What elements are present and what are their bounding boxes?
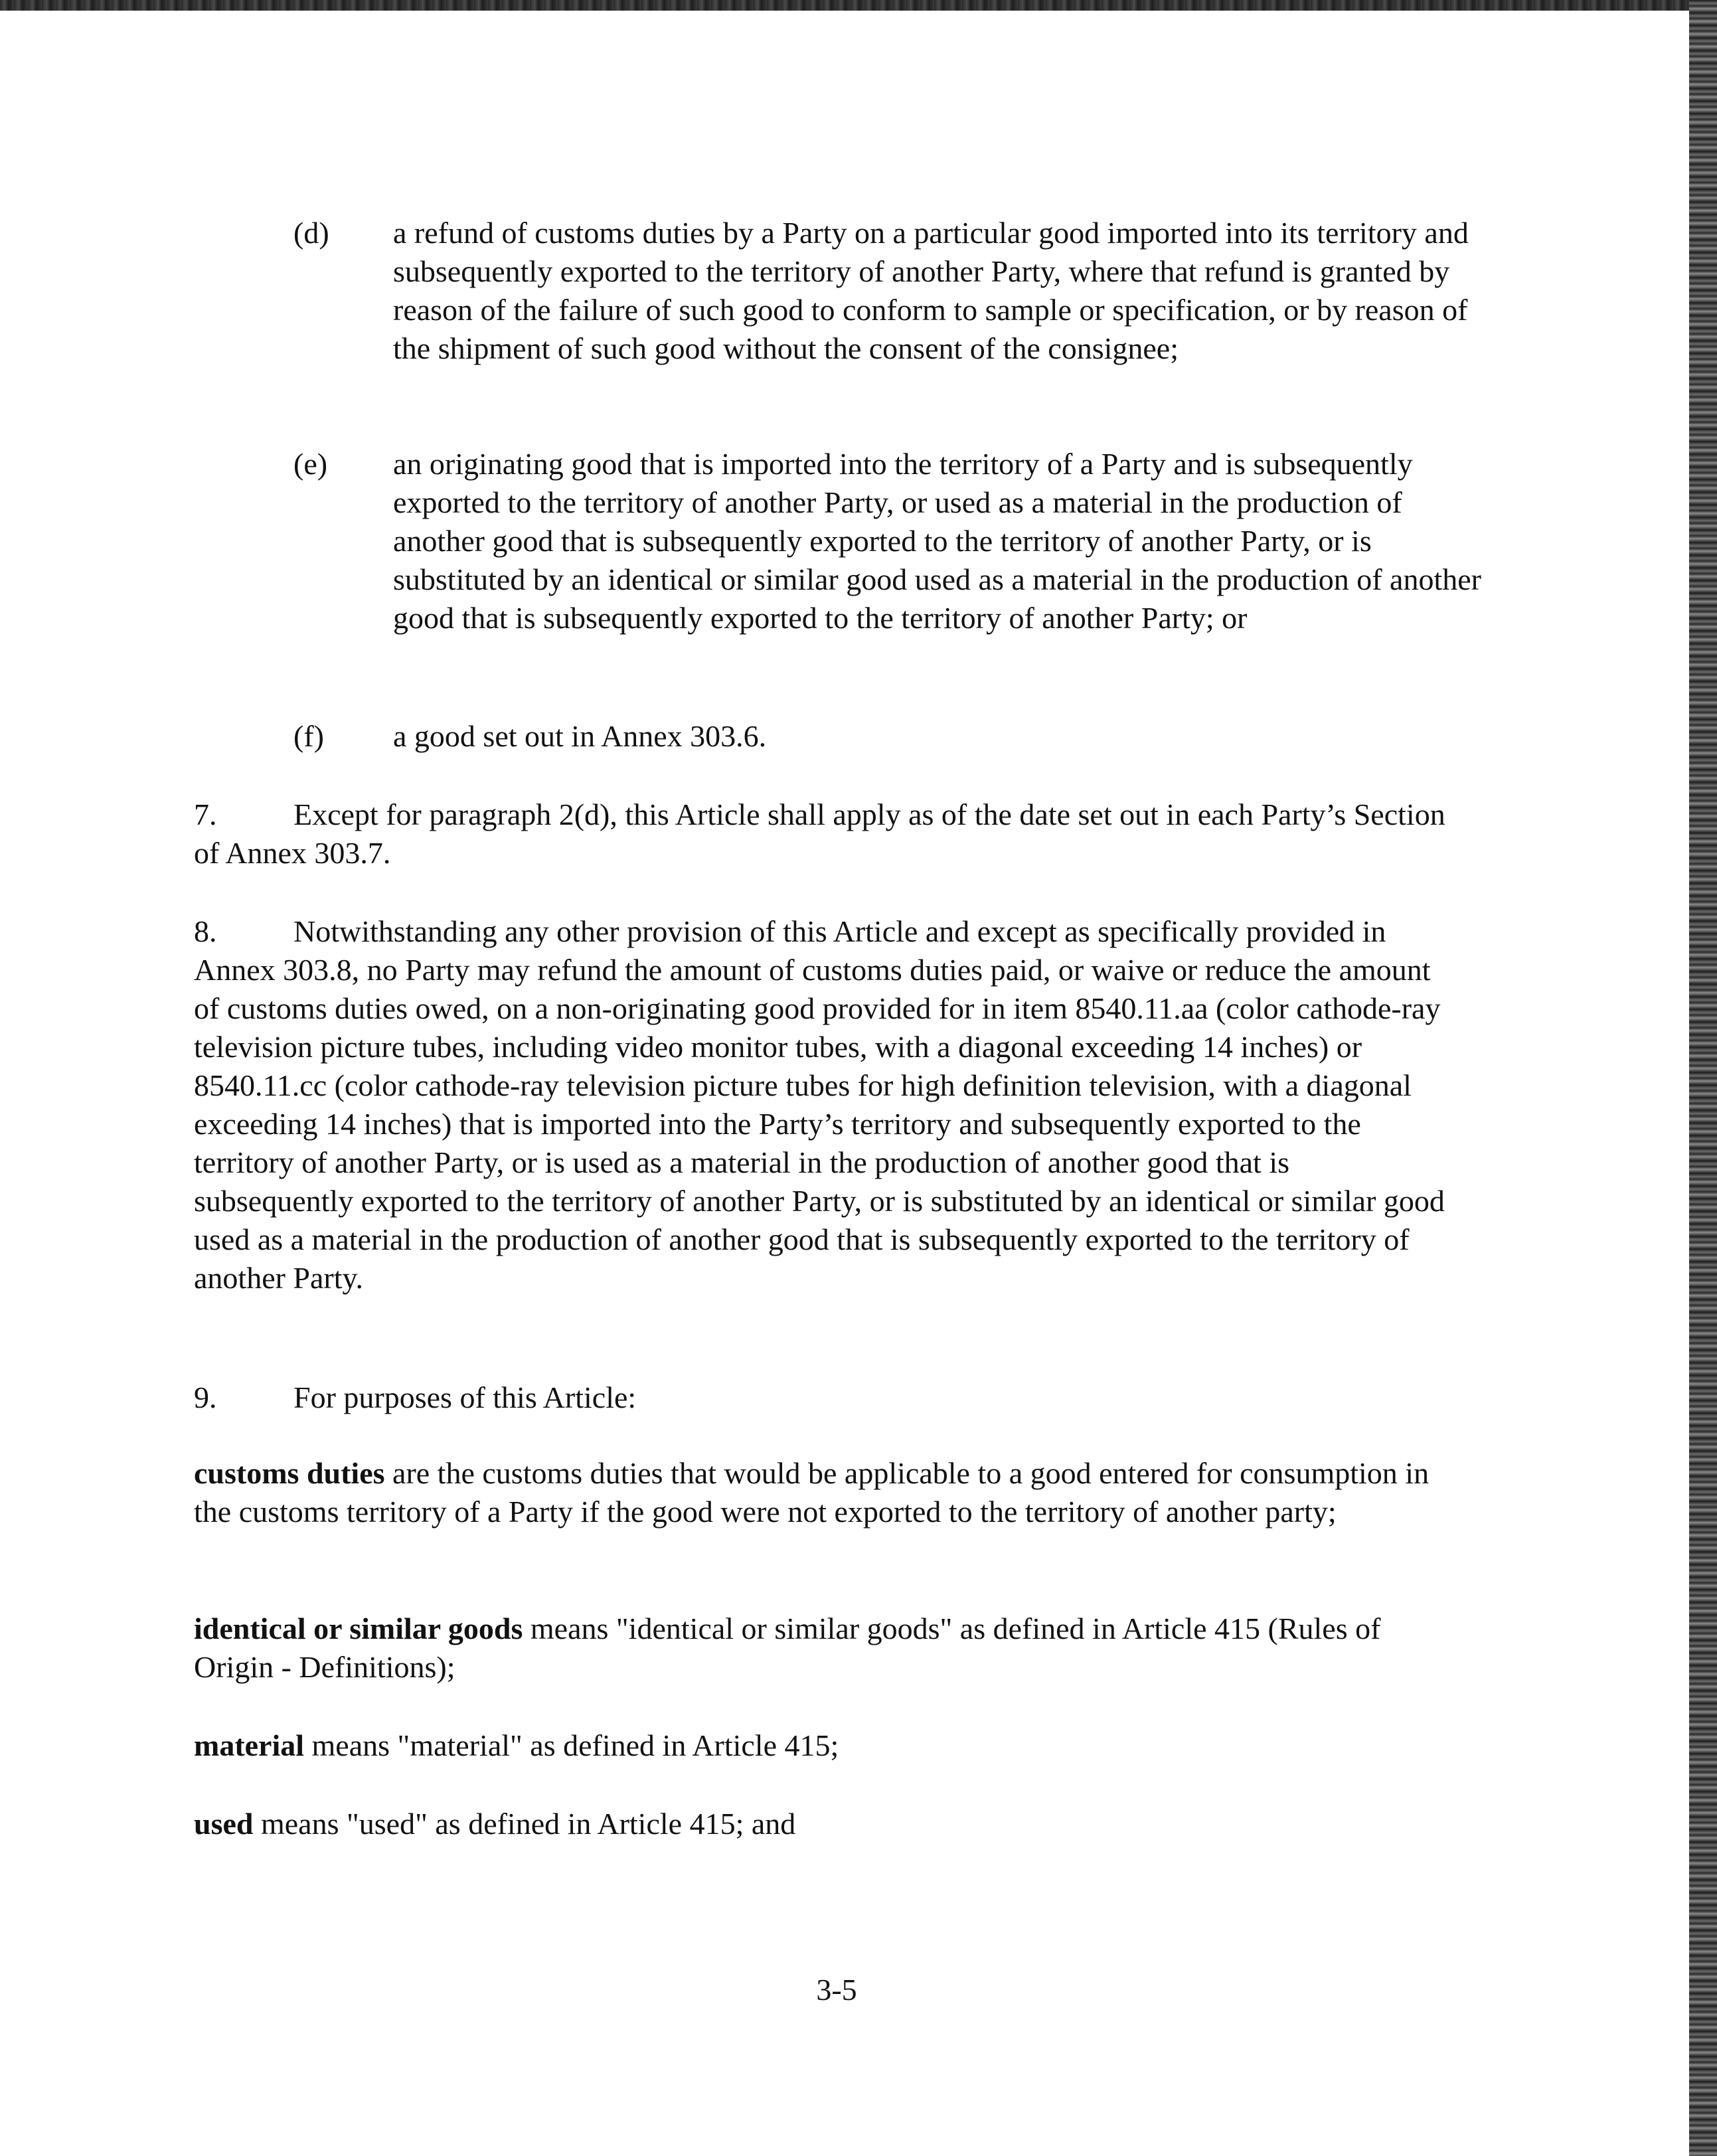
definition-used <box>194 1805 1455 1843</box>
definition-customs-duties <box>194 1454 1455 1531</box>
paragraph-text: Except for paragraph 2(d), this Article shall apply as of the date set out in each Party’s Section of Annex 303.7. <box>194 797 1445 870</box>
paragraph-number: 8. <box>194 914 217 948</box>
definition-term: identical or similar goods <box>194 1612 523 1645</box>
definition-term: material <box>194 1728 305 1762</box>
paragraph-text: Notwithstanding any other provision of this Article and except as specifically provided in Annex 303.8, no Party may refund the amount of customs duties paid, or waive or reduce the amount of customs duties owed, on a non-originating good provided for in item 8540.11.aa (color cathode-ray television picture tubes, including video monitor tubes, with a diagonal exceeding 14 inches) or 8540.11.cc (color cathode-ray television picture tubes for high definition television, with a diagonal exceeding 14 inches) that is imported into the Party’s territory and subsequently exported to the territory of another Party, or is used as a material in the production of another good that is subsequently exported to the territory of another Party, or is substituted by an identical or similar good used as a material in the production of another good that is subsequently exported to the territory of another Party. <box>194 914 1445 1295</box>
page-number: 3-5 <box>816 1973 857 2007</box>
definition-identical-or-similar-goods <box>194 1610 1455 1687</box>
list-item-text: a good set out in Annex 303.6. <box>393 719 767 753</box>
paragraph-text: For purposes of this Article: <box>293 1380 637 1414</box>
definition-term: used <box>194 1807 254 1841</box>
definition-text: means "material" as defined in Article 415; <box>304 1728 839 1762</box>
paragraph-number: 7. <box>194 797 217 831</box>
list-item-text: a refund of customs duties by a Party on a particular good imported into its territory and subsequently exported to the territory of another Party, where that refund is granted by reason of the failure of such good to conform to sample or specification, or by reason of the shipment of such good without the consent of the consignee; <box>393 216 1469 365</box>
paragraph-8 <box>194 912 1455 1297</box>
paragraph-7 <box>194 795 1455 872</box>
definition-text: are the customs duties that would be applicable to a good entered for consumption in the customs territory of a Party if the good were not exported to the territory of another party; <box>194 1456 1430 1529</box>
paragraph-9 <box>194 1378 1455 1417</box>
list-item-text: an originating good that is imported into the territory of a Party and is subsequently exported to the territory of another Party, or used as a material in the production of another good that is subsequently exported to the territory of another Party, or is substituted by an identical or similar good used as a material in the production of another good that is subsequently exported to the territory of another Party; or <box>393 447 1481 635</box>
list-item-marker: (e) <box>293 447 328 481</box>
definition-term: customs duties <box>194 1456 385 1490</box>
paragraph-number: 9. <box>194 1380 217 1414</box>
definition-text: means "identical or similar goods" as defined in Article 415 (Rules of Origin - Definitions); <box>194 1612 1381 1684</box>
definition-material <box>194 1726 1455 1765</box>
list-item-marker: (f) <box>293 719 324 753</box>
list-item-marker: (d) <box>293 216 329 250</box>
definition-text: means "used" as defined in Article 415; and <box>253 1807 796 1841</box>
